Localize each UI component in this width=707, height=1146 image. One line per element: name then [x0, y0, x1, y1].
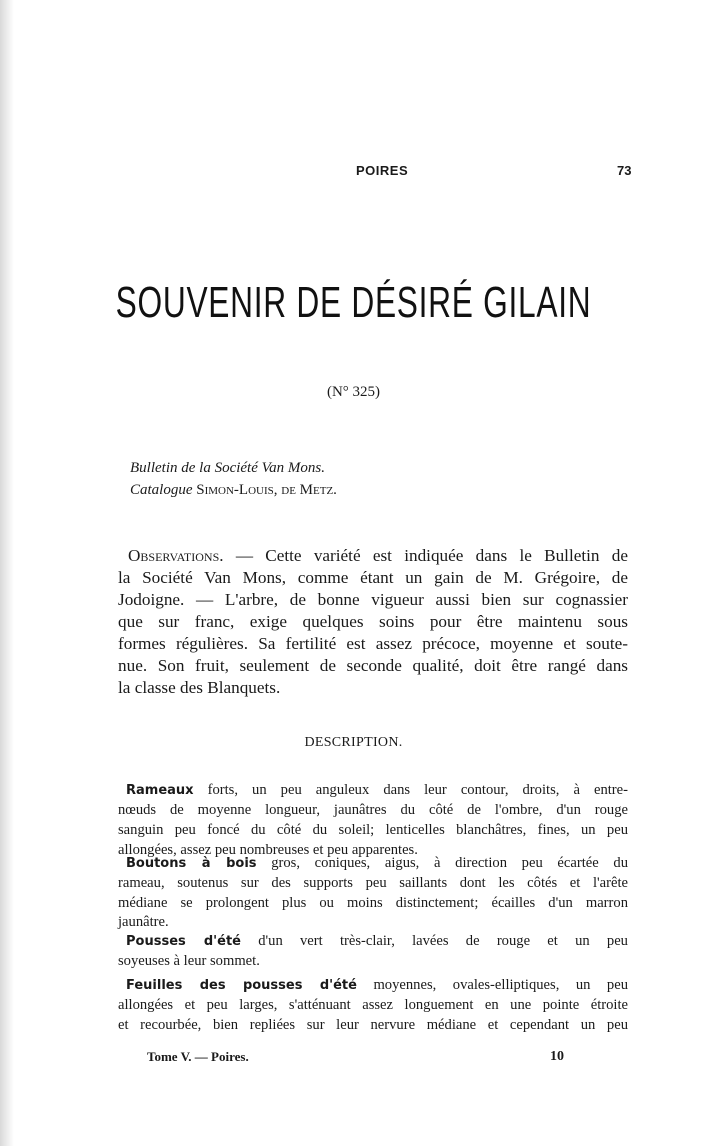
description-text: forts, un peu anguleux dans leur contour, droits, à entre- [193, 782, 628, 798]
observations-line [118, 656, 628, 676]
observations-text: formes régulières. Sa fertilité est assez précoce, moyenne et soute- [118, 634, 628, 653]
description-text: allongées et peu larges, s'atténuant assez longuement en une pointe étroite [118, 997, 628, 1013]
description-text: nœuds de moyenne longueur, jaunâtres du côté de l'ombre, d'un rouge [118, 802, 628, 818]
observations-line [128, 546, 628, 566]
observations-line [118, 612, 628, 632]
variety-number: (N° 325) [326, 384, 381, 400]
description-text: soyeuses à leur sommet. [118, 953, 260, 969]
description-text: médiane se prolongent plus ou moins distinctement; écailles d'un marron [118, 895, 628, 911]
page-title: SOUVENIR DE DÉSIRÉ GILAIN [115, 278, 592, 327]
description-text: moyennes, ovales-elliptiques, un peu [356, 977, 628, 993]
source-line: Bulletin de la Société Van Mons. [130, 460, 325, 476]
observations-text: la classe des Blanquets. [118, 678, 281, 697]
description-line [126, 782, 628, 799]
description-line [118, 953, 628, 970]
description-term: Pousses d'été [126, 934, 241, 949]
description-line [126, 933, 628, 950]
description-heading: DESCRIPTION. [304, 735, 403, 750]
footer-volume: Tome V. — Poires. [147, 1049, 249, 1064]
observations-text: nue. Son fruit, seulement de seconde qualité, doit être rangé dans [118, 656, 628, 675]
description-line [118, 802, 628, 819]
description-text: d'un vert très-clair, lavées de rouge et un peu [241, 933, 628, 949]
description-text: rameau, soutenus sur des supports peu saillants dont les côtés et l'arête [118, 875, 628, 891]
description-line [118, 997, 628, 1014]
description-term: Feuilles des pousses d'été [126, 978, 357, 993]
description-line [118, 1017, 628, 1034]
description-text: jaunâtre. [118, 914, 169, 930]
observations-line [118, 634, 628, 654]
description-line [118, 914, 628, 931]
observations-line [118, 568, 628, 588]
observations-text: que sur franc, exige quelques soins pour être maintenu sous [118, 612, 628, 631]
description-line [126, 977, 628, 994]
observations-text: Jodoigne. — L'arbre, de bonne vigueur aussi bien sur cognassier [118, 590, 628, 609]
description-text: allongées, assez peu nombreuses et peu apparentes. [118, 842, 418, 858]
description-text: sanguin peu foncé du côté du soleil; lenticelles blanchâtres, fines, un peu [118, 822, 628, 838]
observations-label: Observations. [128, 546, 224, 565]
source-line: Catalogue Simon-Louis, de Metz. [130, 482, 337, 498]
description-text: gros, coniques, aigus, à direction peu écartée du [256, 855, 628, 871]
running-title: POIRES [356, 163, 409, 178]
description-line [118, 895, 628, 912]
description-term: Rameaux [126, 783, 194, 798]
page-number: 73 [617, 163, 632, 178]
description-line [118, 875, 628, 892]
description-text: et recourbée, bien repliées sur leur nervure médiane et cependant un peu [118, 1017, 628, 1033]
observations-line [118, 678, 628, 698]
observations-line [118, 590, 628, 610]
description-line [118, 822, 628, 839]
description-line [126, 855, 628, 872]
observations-text: — Cette variété est indiquée dans le Bulletin de [223, 546, 628, 565]
description-term: Boutons à bois [126, 856, 257, 871]
signature-mark: 10 [550, 1049, 564, 1064]
observations-text: la Société Van Mons, comme étant un gain de M. Grégoire, de [118, 568, 628, 587]
scan-edge-shadow [0, 0, 14, 1146]
